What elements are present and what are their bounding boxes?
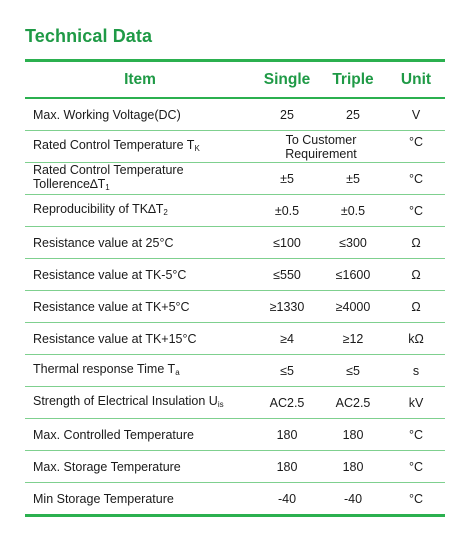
row-item: Reproducibility of $TK\Delta T_2$ bbox=[33, 201, 168, 217]
row-triple: ≥4000 bbox=[335, 299, 371, 314]
row-triple: -40 bbox=[343, 491, 363, 506]
row-triple: ±0.5 bbox=[340, 203, 366, 218]
table-row bbox=[25, 483, 445, 514]
table-row bbox=[25, 323, 445, 355]
row-item: Resistance value at TK-5°C bbox=[33, 267, 187, 282]
row-item: Thermal response Time $T_a$ bbox=[33, 361, 180, 377]
row-unit: °C bbox=[408, 203, 424, 218]
table-row bbox=[25, 195, 445, 227]
table-row bbox=[25, 451, 445, 483]
row-item: Min Storage Temperature bbox=[33, 491, 174, 506]
header-single: Single bbox=[263, 70, 311, 88]
row-unit: V bbox=[411, 107, 421, 122]
page-title: Technical Data bbox=[25, 26, 153, 46]
header-triple: Triple bbox=[332, 70, 374, 88]
row-triple: ≥12 bbox=[342, 331, 364, 346]
row-triple: AC2.5 bbox=[335, 395, 371, 410]
technical-data-table bbox=[25, 59, 445, 517]
table-header-row bbox=[25, 62, 445, 99]
row-single: ±5 bbox=[280, 171, 294, 186]
header-item: Item bbox=[124, 70, 156, 88]
row-item: Resistance value at TK+15°C bbox=[33, 331, 197, 346]
row-single: ≤100 bbox=[273, 235, 301, 250]
table-row bbox=[25, 227, 445, 259]
row-unit: Ω bbox=[411, 299, 421, 314]
table-row bbox=[25, 387, 445, 419]
table-row bbox=[25, 163, 445, 195]
table-row bbox=[25, 259, 445, 291]
row-single: 25 bbox=[280, 107, 294, 122]
row-single: -40 bbox=[277, 491, 297, 506]
header-unit: Unit bbox=[400, 70, 432, 88]
row-single: 180 bbox=[276, 427, 298, 442]
row-triple: 180 bbox=[342, 459, 364, 474]
table-row bbox=[25, 131, 445, 163]
row-single: ±0.5 bbox=[274, 203, 300, 218]
row-unit: °C bbox=[408, 171, 424, 186]
row-single: AC2.5 bbox=[269, 395, 305, 410]
row-triple: ±5 bbox=[346, 171, 360, 186]
row-item: Rated Control Temperature $Tollerence\Delta T_1$ bbox=[33, 162, 184, 192]
row-single: 180 bbox=[276, 459, 298, 474]
table-row bbox=[25, 99, 445, 131]
row-unit: kΩ bbox=[408, 331, 424, 346]
row-item: Max. Controlled Temperature bbox=[33, 427, 194, 442]
row-unit: °C bbox=[408, 427, 424, 442]
row-single: ≤550 bbox=[273, 267, 301, 282]
row-item: Rated Control Temperature $T_K$ bbox=[33, 137, 200, 153]
row-unit: Ω bbox=[411, 235, 421, 250]
row-single: ≤5 bbox=[280, 363, 294, 378]
row-unit: °C bbox=[408, 135, 424, 149]
row-unit: °C bbox=[408, 459, 424, 474]
row-unit: kV bbox=[408, 395, 424, 410]
row-item: Resistance value at TK+5°C bbox=[33, 299, 190, 314]
table-row bbox=[25, 291, 445, 323]
row-item: Strength of Electrical Insulation $U_{is}$ bbox=[33, 393, 224, 409]
row-item: Resistance value at 25°C bbox=[33, 235, 174, 250]
row-triple: 25 bbox=[346, 107, 360, 122]
row-unit: Ω bbox=[411, 267, 421, 282]
row-unit: s bbox=[412, 363, 420, 378]
row-triple: ≤300 bbox=[339, 235, 367, 250]
row-triple: 180 bbox=[342, 427, 364, 442]
row-triple: ≤5 bbox=[346, 363, 360, 378]
table-row bbox=[25, 355, 445, 387]
row-unit: °C bbox=[408, 491, 424, 506]
row-item: Max. Storage Temperature bbox=[33, 459, 181, 474]
row-merged-value: To Customer Requirement bbox=[285, 132, 357, 161]
row-single: ≥4 bbox=[280, 331, 294, 346]
row-item: Max. Working Voltage(DC) bbox=[33, 107, 181, 122]
table-row bbox=[25, 419, 445, 451]
row-triple: ≤1600 bbox=[335, 267, 371, 282]
row-single: ≥1330 bbox=[269, 299, 305, 314]
